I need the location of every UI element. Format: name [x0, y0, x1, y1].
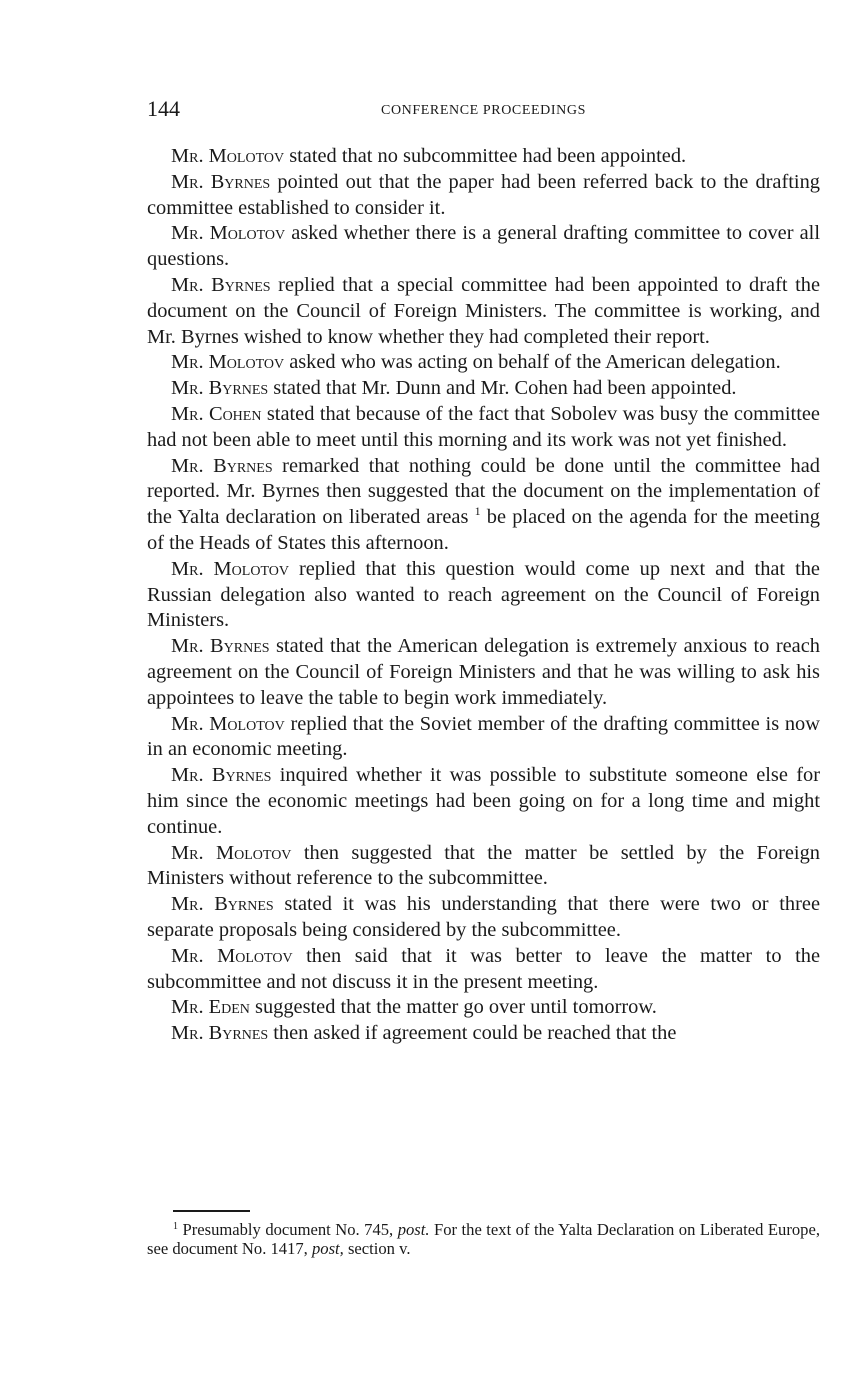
paragraph: [147, 712, 820, 764]
footnote-italic: post,: [311, 1239, 344, 1258]
footnote: [147, 1220, 820, 1258]
paragraph: [147, 221, 820, 273]
paragraph: [147, 944, 820, 996]
paragraph: [147, 841, 820, 893]
paragraph-text: inquired whether it was possible to substitute someone else for him since the economic meetings had been going on for a long time and might continue.: [147, 764, 821, 838]
paragraph: [147, 892, 820, 944]
paragraph: [147, 376, 820, 402]
speaker-name: Mr. Molotov: [171, 712, 285, 735]
footnote-reference: 1: [474, 504, 481, 519]
speaker-name: Mr. Molotov: [171, 145, 285, 167]
speaker-name: Mr. Byrnes: [171, 764, 272, 787]
speaker-name: Mr. Byrnes: [171, 1022, 269, 1045]
speaker-name: Mr. Molotov: [171, 841, 292, 864]
speaker-name: Mr. Byrnes: [171, 635, 270, 658]
speaker-name: Mr. Eden: [171, 996, 250, 1019]
paragraph: [147, 995, 820, 1021]
paragraph-text: replied that the Soviet member of the drafting committee is now in an economic meeting.: [147, 712, 820, 761]
paragraph-text: then said that it was better to leave the matter to the subcommittee and not discuss it in the present meeting.: [147, 944, 820, 993]
footnote-text: For the text of the Yalta Declaration on Liberated Europe, see document No. 1417,: [147, 1220, 820, 1258]
paragraph: [147, 402, 820, 454]
speaker-name: Mr. Byrnes: [171, 377, 269, 400]
running-head: CONFERENCE PROCEEDINGS: [381, 103, 586, 118]
speaker-name: Mr. Molotov: [171, 222, 286, 245]
paragraph-text: stated that the American delegation is extremely anxious to reach agreement on the Council of Foreign Ministers and that he was willing to ask his appointees to leave the table to begin work immediately.: [147, 635, 820, 709]
paragraph-text: suggested that the matter go over until tomorrow.: [249, 996, 657, 1019]
paragraph-text: stated it was his understanding that there were two or three separate proposals being considered by the subcommittee.: [147, 893, 820, 941]
paragraph: [147, 273, 820, 350]
paragraph-text: asked who was acting on behalf of the American delegation.: [284, 351, 781, 374]
page-number: 144: [147, 96, 180, 121]
paragraph: [147, 557, 820, 634]
paragraph-text: pointed out that the paper had been referred back to the drafting committee established to consider it.: [147, 170, 820, 219]
paragraph: [147, 634, 820, 711]
paragraph: [147, 170, 820, 222]
paragraph-text: remarked that nothing could be done until the committee had reported. Mr. Byrnes then suggested that the document on the implementation of the Yalta declaration on liberated areas: [147, 454, 820, 529]
footnote-divider: [173, 1210, 250, 1212]
paragraph-text: stated that Mr. Dunn and Mr. Cohen had been appointed.: [268, 377, 737, 400]
paragraph: [147, 454, 820, 557]
body-text: [147, 144, 820, 1047]
footnote-text: section v.: [343, 1239, 411, 1258]
paragraph-text: replied that a special committee had been appointed to draft the document on the Council of Foreign Ministers. The committee is working, and Mr. Byrnes wished to know whether they had completed their report.: [147, 273, 820, 348]
footnote-marker: 1: [173, 1221, 178, 1232]
footnote-italic: post.: [397, 1220, 430, 1239]
paragraph-text: then asked if agreement could be reached that the: [268, 1022, 677, 1045]
speaker-name: Mr. Molotov: [171, 557, 289, 580]
paragraph-text: then suggested that the matter be settled by the Foreign Ministers without reference to the subcommittee.: [147, 841, 820, 890]
speaker-name: Mr. Molotov: [171, 944, 293, 967]
footnote-text: Presumably document No. 745,: [178, 1220, 398, 1239]
paragraph: [147, 763, 820, 840]
page-header: [147, 96, 820, 126]
paragraph-text: replied that this question would come up next and that the Russian delegation also wanted to reach agreement on the Council of Foreign Ministers.: [147, 557, 820, 632]
paragraph-text: asked whether there is a general drafting committee to cover all questions.: [147, 222, 820, 271]
speaker-name: Mr. Byrnes: [171, 893, 274, 916]
paragraph: [147, 144, 820, 170]
speaker-name: Mr. Byrnes: [171, 454, 273, 477]
speaker-name: Mr. Molotov: [171, 351, 285, 374]
speaker-name: Mr. Byrnes: [171, 170, 271, 193]
paragraph: [147, 1021, 820, 1047]
paragraph-text: stated that no subcommittee had been appointed.: [284, 145, 687, 167]
speaker-name: Mr. Cohen: [171, 402, 262, 425]
paragraph: [147, 350, 820, 376]
footnote-paragraph: [147, 1220, 820, 1258]
paragraph-text-continued: be placed on the agenda for the meeting of the Heads of States this afternoon.: [147, 506, 820, 554]
speaker-name: Mr. Byrnes: [171, 273, 271, 296]
paragraph-text: stated that because of the fact that Sobolev was busy the committee had not been able to meet until this morning and its work was not yet finished.: [147, 402, 820, 451]
